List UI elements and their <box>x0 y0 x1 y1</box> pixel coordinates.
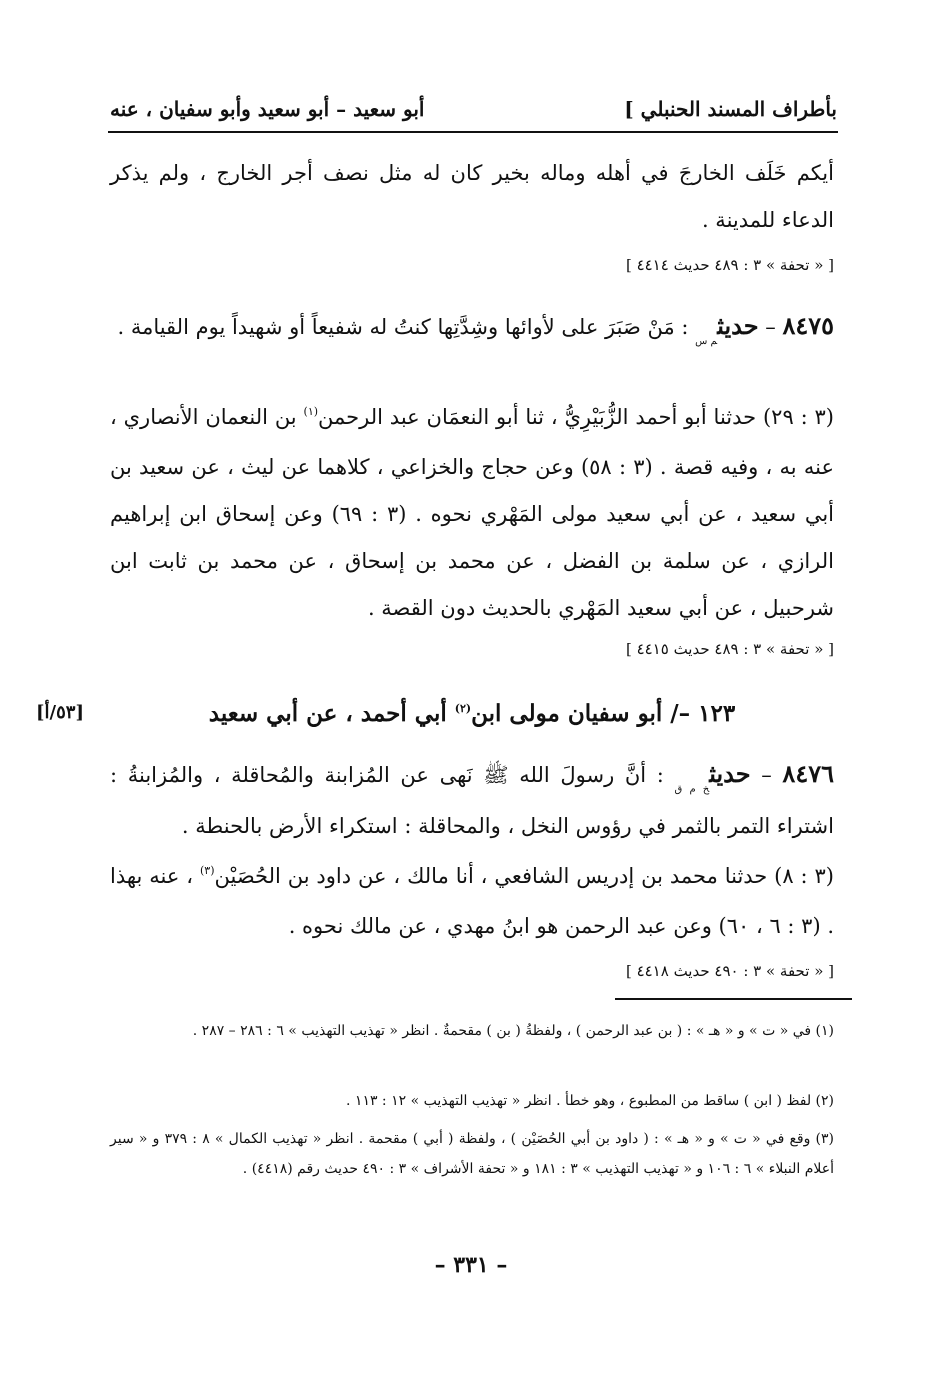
footnote-rule <box>615 998 852 1000</box>
footnote-marker-2: (٢) <box>454 702 472 715</box>
footnote-marker-1: (١) <box>303 405 319 418</box>
hadith-number: ٨٤٧٥ <box>782 311 834 340</box>
header-rule <box>108 131 838 133</box>
isnad-text-a: (٣ : ٢٩) حدثنا أبو أحمد الزُّبَيْرِيُّ ، ثنا أبو النعمَان عبد الرحمن <box>318 405 834 429</box>
tuhfa-reference: [ « تحفة » ٣ : ٤٨٩ حديث ٤٤١٤ ] <box>625 256 834 274</box>
chapter-heading <box>110 700 834 727</box>
hadith-label: حديث <box>709 759 751 788</box>
paragraph-continuation <box>110 150 834 244</box>
paragraph-text: أيكم خَلَف الخارجَ في أهله وماله بخير كان له مثل نصف أجر الخارج ، ولم يذكر الدعاء للمدينة . <box>110 161 834 232</box>
manuscript-folio-marker: [٥٣/أ] <box>36 702 84 723</box>
isnad-text-a: (٣ : ٨) حدثنا محمد بن إدريس الشافعي ، أنا مالك ، عن داود بن الحُصَيْن <box>214 864 834 888</box>
hadith-label: حديث <box>717 311 759 340</box>
footnote-3: (٣) وقع في « ت » و « هـ » : ( داود بن أبي الحُصَيْن ) ، ولفظة ( أبي ) مقحمة . انظر « تهذيب الكمال » ٨ : ٣٧٩ و « سير أعلام النبلاء » ٦ : ١٠٦ و « تهذيب التهذيب » ٣ : ١٨١ و « تحفة الأشراف » ٣ : ٤٩٠ حديث رقم (٤٤١٨) . <box>110 1131 834 1177</box>
hadith-text: : أنَّ رسولَ الله ﷺ نَهى عن المُزابنة والمُحاقلة ، والمُزابنةُ : اشتراء التمر بالثمر في رؤوس النخل ، والمحاقلة : استكراء الأرض بالحنطة . <box>110 763 834 838</box>
chapter-title-a: ١٢٣ –/ أبو سفيان مولى ابن <box>471 700 736 727</box>
page-number: – ٣٣١ – <box>434 1252 508 1278</box>
hadith-sigla: م س <box>695 336 718 347</box>
footnote-2: (٢) لفظ ( ابن ) ساقط من المطبوع ، وهو خطأ . انظر « تهذيب التهذيب » ١٢ : ١١٣ . <box>346 1093 834 1109</box>
hadith-text: : مَنْ صَبَرَ على لأوائها وشِدَّتِها كنتُ له شفيعاً أو شهيداً يوم القيامة . <box>117 315 689 339</box>
isnad-text-b: بن النعمان الأنصاري ، عنه به ، وفيه قصة . (٣ : ٥٨) وعن حجاج والخزاعي ، كلاهما عن ليث ، عن سعيد بن أبي سعيد ، عن أبي سعيد مولى المَهْري نحوه . (٣ : ٦٩) وعن إسحاق ابن إبراهيم الرازي ، عن سلمة بن الفضل ، عن محمد بن إسحاق ، عن محمد بن ثابت ابن شرحبيل ، عن أبي سعيد المَهْري بالحديث دون القصة . <box>110 405 834 620</box>
tuhfa-reference: [ « تحفة » ٣ : ٤٨٩ حديث ٤٤١٥ ] <box>625 640 834 658</box>
footnote-1: (١) في « ت » و « هـ » : ( بن عبد الرحمن ) ، ولفظةُ ( بن ) مقحمةٌ . انظر « تهذيب التهذيب » ٦ : ٢٨٦ – ٢٨٧ . <box>192 1023 834 1039</box>
isnad-text-b: ، عنه بهذا . (٣ : ٦ ، ٦٠) وعن عبد الرحمن هو ابنُ مهدي ، عن مالك نحوه . <box>110 864 834 938</box>
isnad-paragraph-1 <box>110 394 834 632</box>
hadith-8475: ٨٤٧٥ – حديث$_{م س}$ : مَنْ صَبَرَ على لأوائها وشِدَّتِها كنتُ له شفيعاً أو شهيداً يوم القيامة . <box>117 311 834 347</box>
footnote-marker-3: (٣) <box>199 864 215 877</box>
running-header-book: بأطراف المسند الحنبلي ] <box>624 97 837 121</box>
chapter-title-b: أبي أحمد ، عن أبي سعيد <box>208 700 447 727</box>
hadith-number: ٨٤٧٦ <box>782 759 834 788</box>
hadith-8476: ٨٤٧٦ – حديث$_{خ م ق}$ : أنَّ رسولَ الله ﷺ نَهى عن المُزابنة والمُحاقلة ، والمُزابنةُ : اشتراء التمر بالثمر في رؤوس النخل ، والمحاقلة : استكراء الأرض بالحنطة . <box>110 759 834 838</box>
isnad-paragraph-2 <box>110 853 834 950</box>
tuhfa-reference: [ « تحفة » ٣ : ٤٩٠ حديث ٤٤١٨ ] <box>625 962 834 980</box>
running-header-section: أبو سعيد – أبو سعيد وأبو سفيان ، عنه <box>110 97 425 121</box>
hadith-sigla: خ م ق <box>674 784 710 795</box>
